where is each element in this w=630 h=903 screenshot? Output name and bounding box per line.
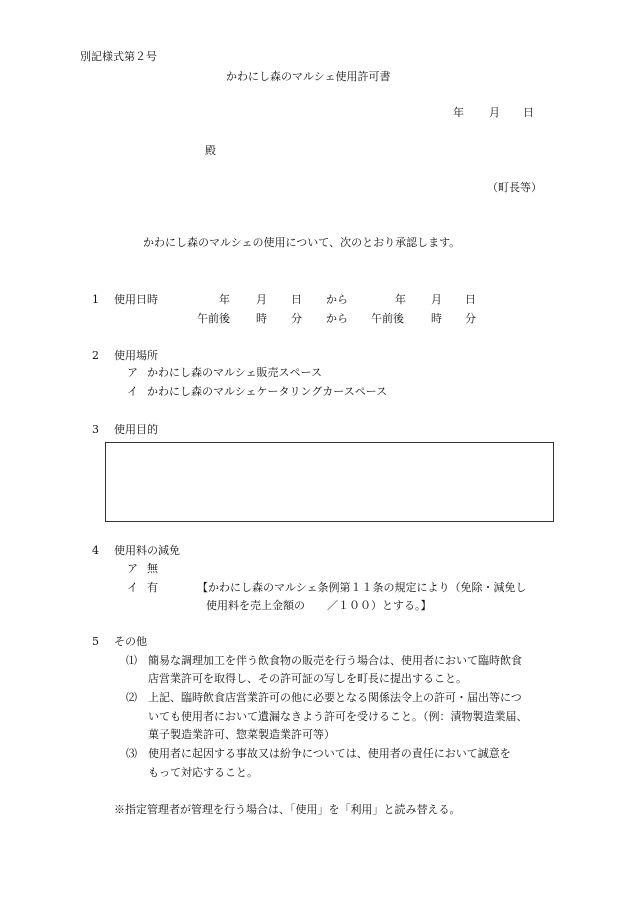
other-item-1-line1: 簡易な調理加工を伴う飲食物の販売を行う場合は、使用者において臨時飲食 <box>148 654 522 667</box>
exemption-item-mark: ア <box>127 562 138 575</box>
exemption-none: 無 <box>147 562 158 575</box>
intro-text: かわにし森のマルシェの使用について、次のとおり承認します。 <box>143 236 461 249</box>
other-item-3-line2: もって対応すること。 <box>148 766 258 779</box>
form-number: 別記様式第２号 <box>80 50 157 63</box>
end-year-label: 年 <box>395 293 406 306</box>
from-label: から <box>326 293 348 306</box>
section-1-number: 1 <box>92 293 99 306</box>
other-item-mark: ⑵ <box>126 691 137 704</box>
other-item-2-line2: いても使用者において遺漏なきよう許可を受けること。（例：漬物製造業届、 <box>148 710 528 723</box>
end-day-label: 日 <box>465 293 476 306</box>
place-sales-space: かわにし森のマルシェ販売スペース <box>147 366 322 379</box>
start-month-label: 月 <box>256 293 267 306</box>
issuer-label: （町長等） <box>487 181 542 194</box>
end-ampm-label: 午前後 <box>371 312 404 325</box>
purpose-field[interactable] <box>105 442 554 522</box>
date-month-label: 月 <box>489 106 500 119</box>
date-day-label: 日 <box>523 106 534 119</box>
date-year-label: 年 <box>453 106 464 119</box>
start-ampm-label: 午前後 <box>197 312 230 325</box>
footnote: ※指定管理者が管理を行う場合は、「使用」を「利用」と読み替える。 <box>114 803 461 816</box>
other-item-2-line1: 上記、臨時飲食店営業許可の他に必要となる関係法令上の許可・届出等につ <box>148 691 522 704</box>
end-month-label: 月 <box>431 293 442 306</box>
start-hour-label: 時 <box>256 312 267 325</box>
purpose-value <box>106 443 553 455</box>
place-item-mark: ア <box>127 366 138 379</box>
exemption-item-mark: イ <box>127 581 138 594</box>
other-item-mark: ⑴ <box>126 654 137 667</box>
end-hour-label: 時 <box>431 312 442 325</box>
addressee-suffix: 殿 <box>205 144 216 157</box>
section-3-number: 3 <box>92 423 99 436</box>
end-minute-label: 分 <box>465 312 476 325</box>
other-item-1-line2: 店営業許可を取得し、その許可証の写しを町長に提出すること。 <box>148 672 467 685</box>
section-1-heading: 使用日時 <box>114 293 158 306</box>
other-item-mark: ⑶ <box>126 747 137 760</box>
section-4-heading: 使用料の減免 <box>114 544 180 557</box>
place-item-mark: イ <box>127 385 138 398</box>
exemption-detail-line2: 使用料を売上金額の ／１００）とする。】 <box>206 599 432 612</box>
exemption-yes: 有 <box>147 581 158 594</box>
exemption-detail-line1: 【かわにし森のマルシェ条例第１１条の規定により（免除・減免し <box>197 581 527 594</box>
to-from-label: から <box>326 312 348 325</box>
other-item-3-line1: 使用者に起因する事故又は紛争については、使用者の責任において誠意を <box>148 747 511 760</box>
other-item-2-line3: 菓子製造業許可、惣菜製造業許可等） <box>148 728 335 741</box>
document-title: かわにし森のマルシェ使用許可書 <box>226 70 391 83</box>
section-2-heading: 使用場所 <box>114 349 158 362</box>
section-5-number: 5 <box>92 635 99 648</box>
section-2-number: 2 <box>92 349 99 362</box>
section-5-heading: その他 <box>114 635 147 648</box>
start-day-label: 日 <box>291 293 302 306</box>
start-year-label: 年 <box>219 293 230 306</box>
start-minute-label: 分 <box>291 312 302 325</box>
section-3-heading: 使用目的 <box>114 423 158 436</box>
place-catering-space: かわにし森のマルシェケータリングカースペース <box>147 385 388 398</box>
section-4-number: 4 <box>92 544 99 557</box>
